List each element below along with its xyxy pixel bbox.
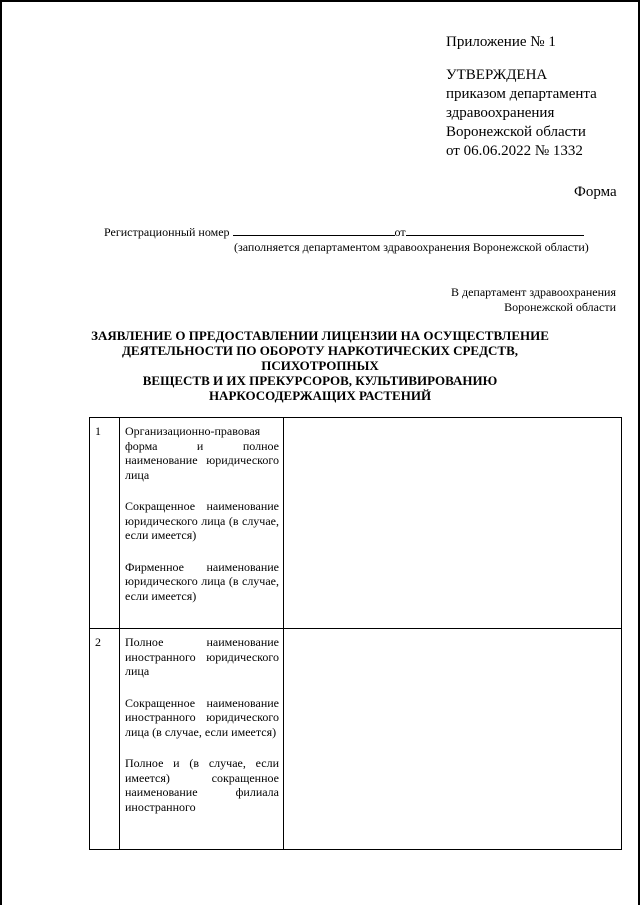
registration-number-field[interactable] [233, 224, 395, 236]
document-title [80, 328, 560, 403]
registration-line [104, 224, 584, 240]
approval-block [446, 66, 597, 161]
title-line: ДЕЯТЕЛЬНОСТИ ПО ОБОРОТУ НАРКОТИЧЕСКИХ СРЕДСТВ, ПСИХОТРОПНЫХ [121, 343, 519, 373]
table-row [90, 418, 622, 629]
approval-line: УТВЕРЖДЕНА [446, 67, 548, 83]
application-table [89, 417, 622, 850]
registration-date-label: от [394, 225, 406, 239]
form-label: Форма [574, 184, 617, 200]
registration-date-field[interactable] [406, 224, 584, 236]
row-label [120, 418, 284, 629]
row-value-cell[interactable] [284, 629, 622, 850]
row-number: 2 [90, 629, 120, 850]
field-label: Полное наименование иностранного юридического лица [125, 635, 279, 678]
approval-line: здравоохранения [446, 105, 555, 121]
title-line: ЗАЯВЛЕНИЕ О ПРЕДОСТАВЛЕНИИ ЛИЦЕНЗИИ НА ОСУЩЕСТВЛЕНИЕ [91, 328, 549, 343]
approval-line: приказом департамента [446, 86, 597, 102]
field-label: Фирменное наименование юридического лица (в случае, если имеется) [125, 559, 279, 603]
field-label: Сокращенное наименование иностранного юридического лица (в случае, если имеется) [125, 695, 279, 739]
row-value-cell[interactable] [284, 418, 622, 629]
page-border-top [0, 0, 640, 2]
approval-line: Воронежской области [446, 124, 586, 140]
registration-note: (заполняется департаментом здравоохранения Воронежской области) [234, 240, 589, 254]
table-row [90, 629, 622, 850]
addressee-line: Воронежской области [504, 300, 616, 314]
addressee-line: В департамент здравоохранения [450, 285, 616, 299]
field-label: Сокращенное наименование юридического лица (в случае, если имеется) [125, 499, 279, 542]
title-line: ВЕЩЕСТВ И ИХ ПРЕКУРСОРОВ, КУЛЬТИВИРОВАНИЮ [142, 373, 498, 388]
addressee [451, 285, 616, 315]
row-label [120, 629, 284, 850]
field-label: Полное и (в случае, если имеется) сокращенное наименование филиала иностранного [125, 756, 279, 814]
appendix-number: Приложение № 1 [446, 34, 556, 50]
approval-line: от 06.06.2022 № 1332 [446, 143, 583, 159]
page-border-left [0, 0, 2, 905]
row-number: 1 [90, 418, 120, 629]
registration-number-label: Регистрационный номер [104, 225, 230, 239]
title-line: НАРКОСОДЕРЖАЩИХ РАСТЕНИЙ [208, 388, 432, 403]
field-label: Организационно-правовая форма и полное наименование юридического лица [125, 424, 279, 482]
